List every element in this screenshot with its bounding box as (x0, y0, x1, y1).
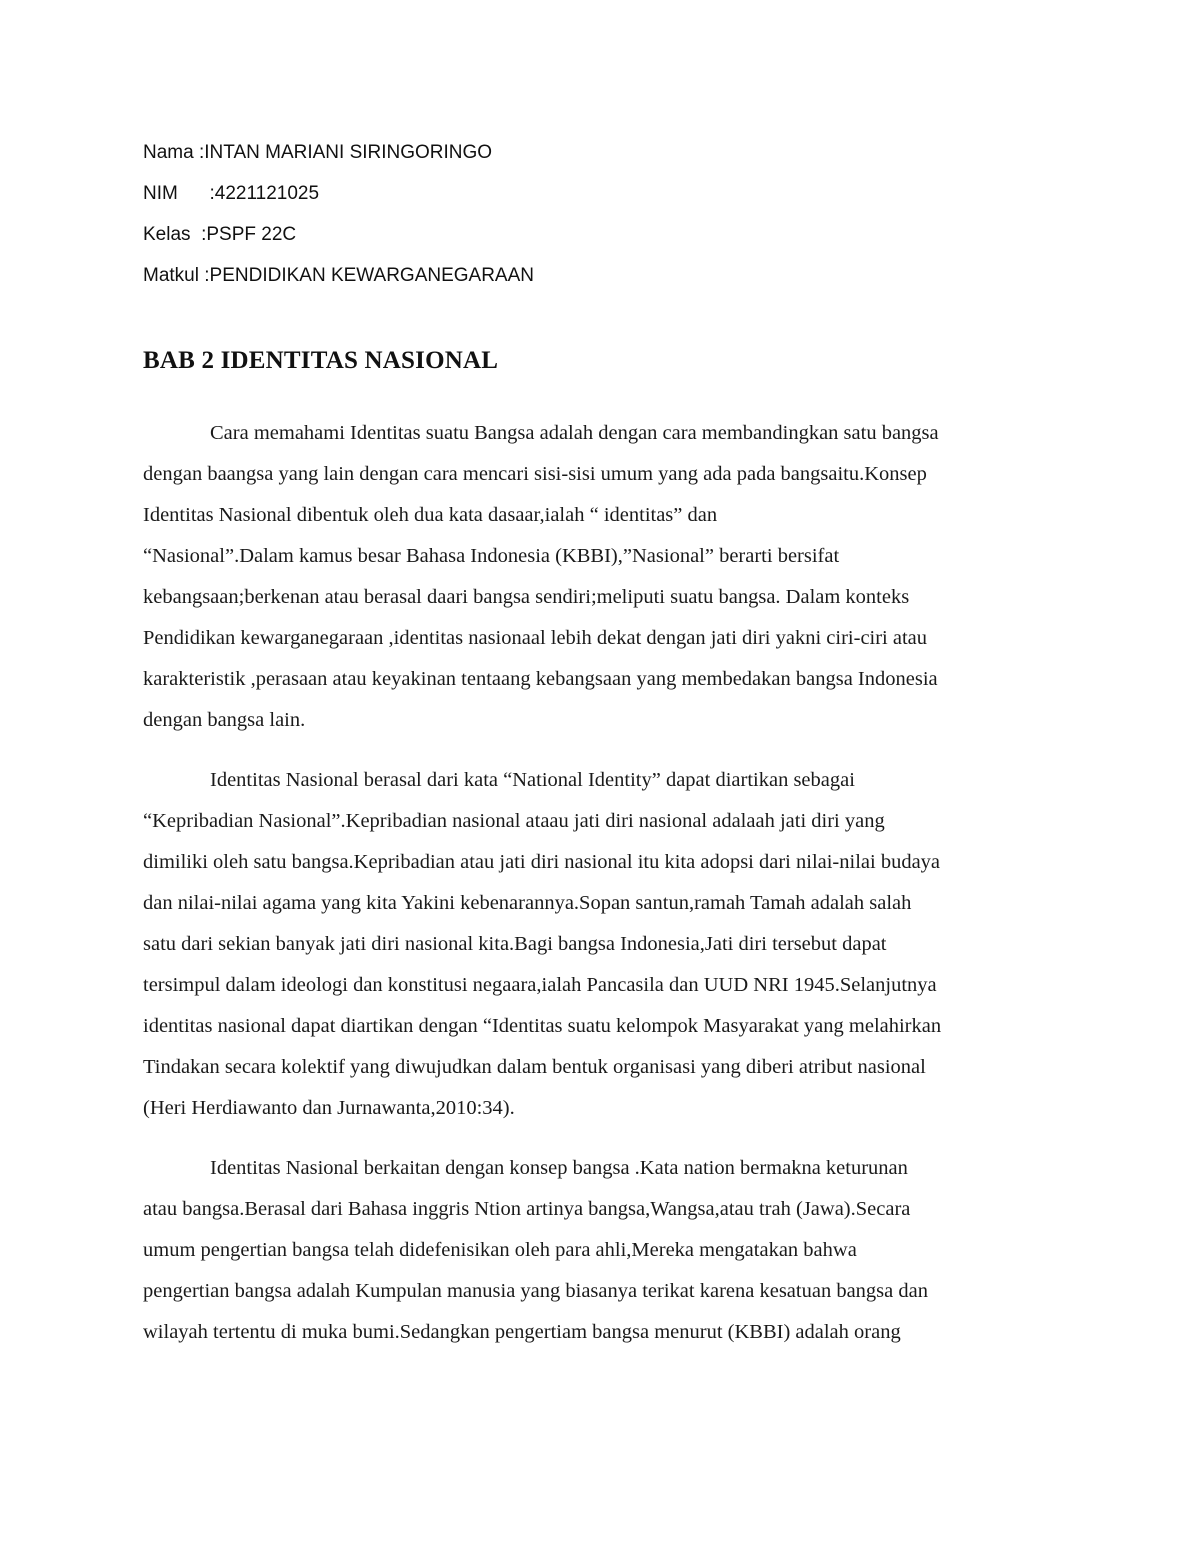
paragraph-line: dimiliki oleh satu bangsa.Kepribadian atau jati diri nasional itu kita adopsi dari nilai-nilai budaya (143, 851, 941, 873)
student-info (143, 138, 1043, 302)
chapter-title: BAB 2 IDENTITAS NASIONAL (143, 347, 499, 374)
paragraph-line: (Heri Herdiawanto dan Jurnawanta,2010:34). (143, 1097, 515, 1119)
paragraph-line: Tindakan secara kolektif yang diwujudkan dalam bentuk organisasi yang diberi atribut nasional (143, 1056, 926, 1078)
paragraph-line: atau bangsa.Berasal dari Bahasa inggris Ntion artinya bangsa,Wangsa,atau trah (Jawa).Secara (143, 1198, 911, 1220)
kelas-row (143, 220, 1043, 261)
nama-value: INTAN MARIANI SIRINGORINGO (204, 142, 493, 163)
paragraph-line: dan nilai-nilai agama yang kita Yakini kebenarannya.Sopan santun,ramah Tamah adalah salah (143, 892, 912, 914)
nim-value: 4221121025 (214, 183, 320, 204)
paragraph-line: “Kepribadian Nasional”.Kepribadian nasional ataau jati diri nasional adalaah jati diri yang (143, 810, 885, 832)
paragraph-line: Pendidikan kewarganegaraan ,identitas nasionaal lebih dekat dengan jati diri yakni ciri-ciri atau (143, 627, 928, 649)
matkul-value: PENDIDIKAN KEWARGANEGARAAN (209, 265, 534, 286)
paragraph-line: identitas nasional dapat diartikan dengan “Identitas suatu kelompok Masyarakat yang melahirkan (143, 1015, 942, 1037)
paragraph-line: tersimpul dalam ideologi dan konstitusi negaara,ialah Pancasila dan UUD NRI 1945.Selanjutnya (143, 974, 937, 996)
paragraph-3 (143, 1148, 1063, 1353)
paragraph-line: Cara memahami Identitas suatu Bangsa adalah dengan cara membandingkan satu bangsa (210, 422, 939, 444)
paragraph-line: Identitas Nasional berasal dari kata “National Identity” dapat diartikan sebagai (210, 769, 855, 791)
nim-row (143, 179, 1043, 220)
matkul-label: Matkul : (143, 265, 210, 286)
paragraph-line: satu dari sekian banyak jati diri nasional kita.Bagi bangsa Indonesia,Jati diri tersebut dapat (143, 933, 887, 955)
matkul-row (143, 261, 1043, 302)
nama-row (143, 138, 1043, 179)
paragraph-2 (143, 760, 1063, 1129)
paragraph-line: dengan bangsa lain. (143, 709, 306, 731)
kelas-label: Kelas : (143, 224, 207, 245)
paragraph-line: pengertian bangsa adalah Kumpulan manusia yang biasanya terikat karena kesatuan bangsa dan (143, 1280, 928, 1302)
body-text (143, 413, 1063, 1372)
paragraph-line: umum pengertian bangsa telah didefenisikan oleh para ahli,Mereka mengatakan bahwa (143, 1239, 857, 1261)
paragraph-line: Identitas Nasional berkaitan dengan konsep bangsa .Kata nation bermakna keturunan (210, 1157, 908, 1179)
nim-label: NIM : (143, 183, 215, 204)
nama-label: Nama : (143, 142, 205, 163)
paragraph-line: kebangsaan;berkenan atau berasal daari bangsa sendiri;meliputi suatu bangsa. Dalam konteks (143, 586, 910, 608)
paragraph-line: karakteristik ,perasaan atau keyakinan tentaang kebangsaan yang membedakan bangsa Indonesia (143, 668, 938, 690)
paragraph-line: wilayah tertentu di muka bumi.Sedangkan pengertiam bangsa menurut (KBBI) adalah orang (143, 1321, 901, 1343)
paragraph-1 (143, 413, 1063, 741)
paragraph-line: “Nasional”.Dalam kamus besar Bahasa Indonesia (KBBI),”Nasional” berarti bersifat (143, 545, 840, 567)
paragraph-line: Identitas Nasional dibentuk oleh dua kata dasaar,ialah “ identitas” dan (143, 504, 718, 526)
paragraph-line: dengan baangsa yang lain dengan cara mencari sisi-sisi umum yang ada pada bangsaitu.Konsep (143, 463, 927, 485)
kelas-value: PSPF 22C (206, 224, 297, 245)
